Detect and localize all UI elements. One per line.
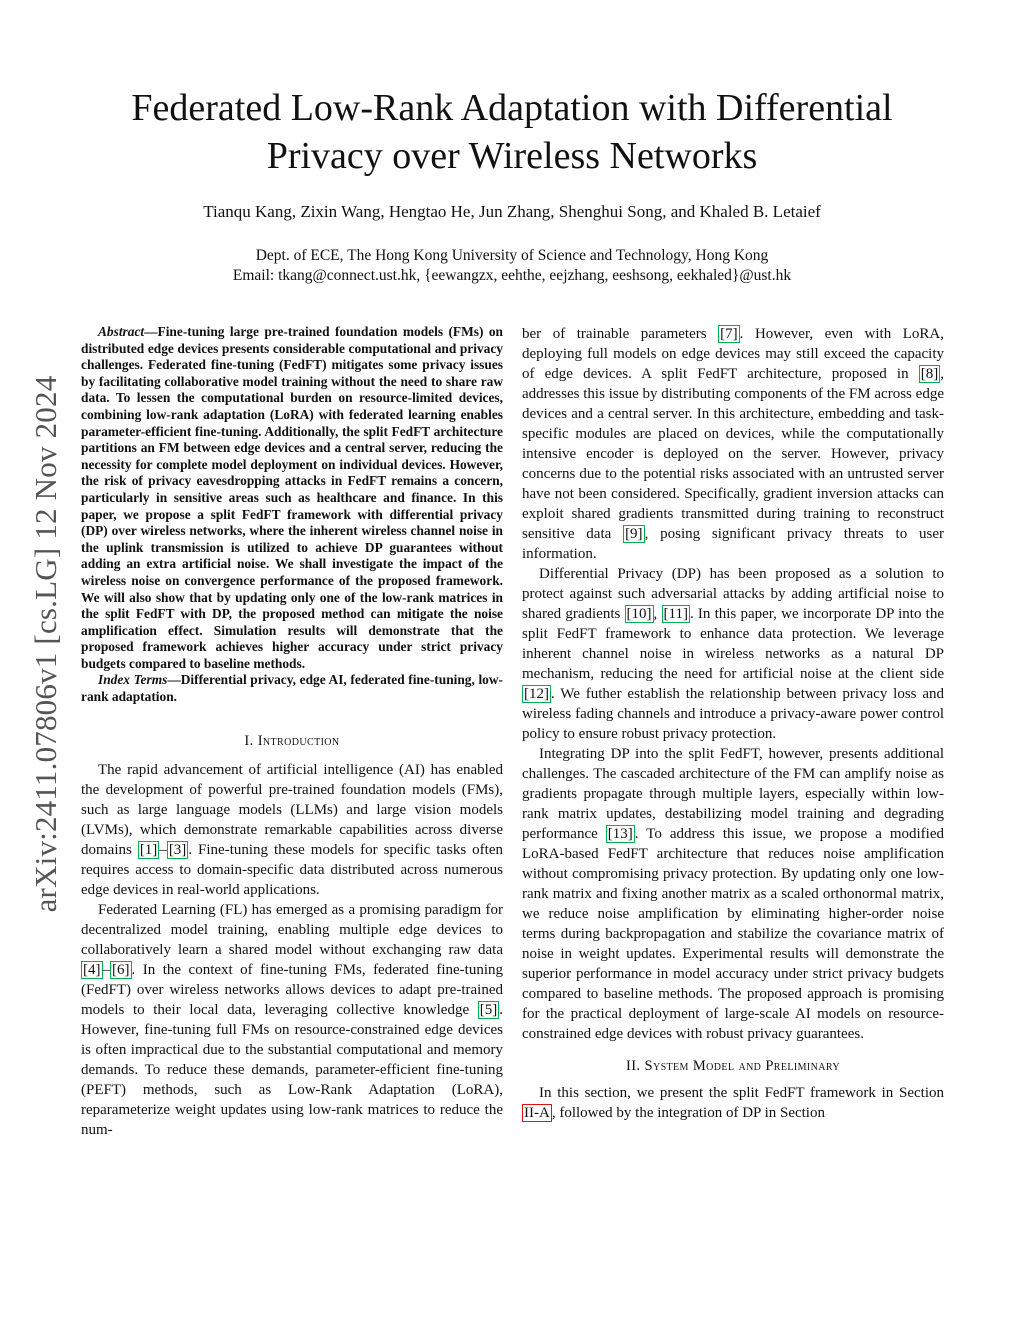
section-title: Introduction (257, 732, 340, 749)
email-line: Email: tkang@connect.ust.hk, {eewangzx, eehthe, eejzhang, eeshsong, eekhaled}@ust.hk (232, 267, 792, 284)
index-terms: Index Terms—Differential privacy, edge AI, federated fine-tuning, low-rank adaptation. (81, 672, 504, 705)
abstract: Abstract—Fine-tuning large pre-trained foundation models (FMs) on distributed edge devices presents considerable computational and privacy challenges. Federated fine-tuning (FedFT) mitigates some privacy issues by facilitating collaborative model training without the need to share raw data. To lessen the computational burden on resource-limited devices, combining low-rank adaptation (LoRA) with federated learning enables parameter-efficient fine-tuning. Additionally, the split FedFT architecture partitions an FM between edge devices and a central server, reducing the necessity for complete model deployment on individual devices. However, the risk of privacy eavesdropping attacks in FedFT remains a concern, particularly in sensitive areas such as healthcare and finance. In this paper, we propose a split FedFT framework with differential privacy (DP) over wireless networks, where the inherent wireless channel noise in the uplink transmission is utilized to achieve DP guarantees without adding an extra artificial noise. We shall investigate the impact of the wireless noise on convergence performance of the proposed framework. We will also show that by updating only one of the low-rank matrices in the split FedFT with DP, the proposed method can mitigate the noise amplification effect. Simulation results will demonstrate that the proposed framework achieves higher accuracy under strict privacy budgets compared to baseline methods. (81, 324, 503, 671)
abstract-text: Fine-tuning large pre-trained foundation models (FMs) on distributed edge devices presents considerable computational and privacy challenges. Federated fine-tuning (FedFT) mitigates some privacy issues by facilitating collaborative model training without the need to share raw data. To lessen the computational burden on resource-limited devices, combining low-rank adaptation (LoRA) with federated learning enables parameter-efficient fine-tuning. Additionally, the split FedFT architecture partitions an FM between edge devices and a central server, reducing the necessity for complete model deployment on individual devices. However, the risk of privacy eavesdropping attacks in FedFT remains a concern, particularly in sensitive areas such as healthcare and finance. In this paper, we propose a split FedFT framework with differential privacy (DP) over wireless networks, where the inherent wireless channel noise in the uplink transmission is utilized to achieve DP guarantees without adding an extra artificial noise. We shall investigate the impact of the wireless noise on convergence performance of the proposed framework. We will also show that by updating only one of the low-rank matrices in the split FedFT with DP, the proposed method can mitigate the noise amplification effect. Simulation results will demonstrate that the proposed framework achieves higher accuracy under strict privacy budgets compared to baseline methods. (81, 324, 503, 671)
text-run: Differential Privacy (DP) has been proposed as a solution to protect against such adversarial attacks by adding artificial noise to shared gradients (522, 566, 944, 622)
citation-link[interactable]: [11] (663, 606, 688, 622)
citation-link[interactable]: [5] (479, 1001, 498, 1018)
index-terms-label: Index Terms (98, 672, 168, 688)
affiliation: Dept. of ECE, The Hong Kong University of Science and Technology, Hong Kong (255, 247, 769, 264)
abstract-label: Abstract (98, 324, 145, 339)
arxiv-identifier[interactable]: arXiv:2411.07806v1 [cs.LG] 12 Nov 2024 (28, 375, 63, 913)
intro-paragraph-2 (81, 900, 503, 1140)
arxiv-sidebar (26, 348, 66, 940)
citation-link[interactable]: [12] (524, 686, 549, 702)
text-run: . In the context of fine-tuning FMs, federated fine-tuning (FedFT) over wireless networks allows devices to adapt pre-trained models to their local data, leveraging collective knowledge (81, 961, 503, 1018)
text-run: . However, even with LoRA, deploying full models on edge devices may still exceed the capacity of edge devices. A split FedFT architecture, proposed in (522, 326, 944, 382)
citation-link[interactable]: [7] (720, 326, 738, 342)
system-model-paragraph-1 (522, 1083, 944, 1123)
intro-paragraph-1 (81, 760, 503, 900)
text-run: . Fine-tuning these models for specific tasks often requires access to domain-specific data distributed across numerous edge devices in real-world applications. (81, 841, 503, 898)
text-run: – (159, 841, 167, 858)
section-number: II. (625, 1058, 645, 1074)
citation-link[interactable]: [4] (83, 961, 101, 978)
section-heading-introduction (81, 733, 503, 750)
index-terms-text: Differential privacy, edge AI, federated fine-tuning, low-rank adaptation. (81, 672, 504, 705)
text-run: – (102, 961, 110, 978)
text-run: , addresses this issue by distributing components of the FM across edge devices and a central server. In this architecture, embedding and task-specific modules are placed on devices, while the computationally intensive encoder is deployed on the server. However, privacy concerns due to the potential risks associated with an untrusted server have not been considered. Specifically, gradient inversion attacks can exploit shared gradients transmitted during training to reconstruct sensitive data (522, 366, 944, 542)
text-run: , (653, 606, 662, 622)
section-heading-system-model (522, 1058, 944, 1075)
text-run: Federated Learning (FL) has emerged as a promising paradigm for decentralized model training, enabling multiple edge devices to collaboratively learn a shared model without exchanging raw data (81, 901, 503, 958)
text-run: , posing significant privacy threats to user information. (522, 526, 944, 562)
text-run: , followed by the integration of DP in Section (551, 1105, 825, 1121)
text-run: . In this paper, we incorporate DP into the split FedFT framework to enhance data protection. We leverage inherent channel noise in wireless networks as a natural DP mechanism, reducing the need for artificial noise at the client side (522, 606, 944, 682)
text-run: The rapid advancement of artificial intelligence (AI) has enabled the development of powerful pre-trained foundation models (FMs), such as large language models (LLMs) and large vision models (LVMs), which demonstrate remarkable capabilities across diverse domains (81, 761, 503, 858)
intro-paragraph-3 (522, 324, 944, 564)
paper-title: Federated Low-Rank Adaptation with Differential Privacy over Wireless Networks (131, 87, 893, 177)
citation-link[interactable]: [3] (168, 841, 187, 858)
citation-link[interactable]: [6] (112, 961, 130, 978)
intro-paragraph-5 (522, 744, 944, 1044)
text-run: . To address this issue, we propose a modified LoRA-based FedFT architecture that reduces noise amplification without compromising privacy protection. By updating only one low-rank matrix and fixing another matrix as a scaled orthonormal matrix, we reduce noise amplification by eliminating higher-order noise terms during backpropagation and stabilize the covariance matrix of noise in weight updates. Experimental results will demonstrate the superior performance in model accuracy under strict privacy budgets compared to baseline methods. The proposed approach is promising for the practical deployment of large-scale AI models on resource-constrained edge devices with robust privacy guarantees. (522, 826, 944, 1042)
text-run: . We futher establish the relationship between privacy loss and wireless fading channels and introduce a privacy-aware power control policy to ensure robust privacy protection. (522, 686, 944, 742)
citation-link[interactable]: [13] (607, 826, 633, 842)
citation-link[interactable]: [8] (920, 366, 939, 382)
left-column (81, 324, 503, 1140)
intro-paragraph-4 (522, 564, 944, 744)
right-column (522, 324, 944, 1123)
text-run: . However, fine-tuning full FMs on resource-constrained edge devices is often impractical due to the substantial computational and memory demands. To reduce these demands, parameter-efficient fine-tuning (PEFT) methods, such as Low-Rank Adaptation (LoRA), reparameterize weight updates using low-rank matrices to reduce the num- (81, 1001, 503, 1138)
text-run: ber of trainable parameters (522, 326, 719, 342)
text-run: Integrating DP into the split FedFT, however, presents additional challenges. The cascaded architecture of the FM can amplify noise as gradients propagate through multiple layers, especially within low-rank matrix updates, destabilizing model training and degrading performance (522, 746, 944, 842)
section-number: I. (244, 732, 258, 749)
author-list: Tianqu Kang, Zixin Wang, Hengtao He, Jun Zhang, Shenghui Song, and Khaled B. Letaief (203, 202, 821, 221)
citation-link[interactable]: [1] (139, 841, 158, 858)
affiliation-block (90, 246, 934, 286)
citation-link[interactable]: [9] (625, 526, 643, 542)
text-run: In this section, we present the split FedFT framework in Section (539, 1085, 944, 1101)
citation-link[interactable]: [10] (626, 606, 652, 622)
section-link[interactable]: II-A (524, 1105, 550, 1121)
section-title: System Model and Preliminary (644, 1058, 841, 1074)
